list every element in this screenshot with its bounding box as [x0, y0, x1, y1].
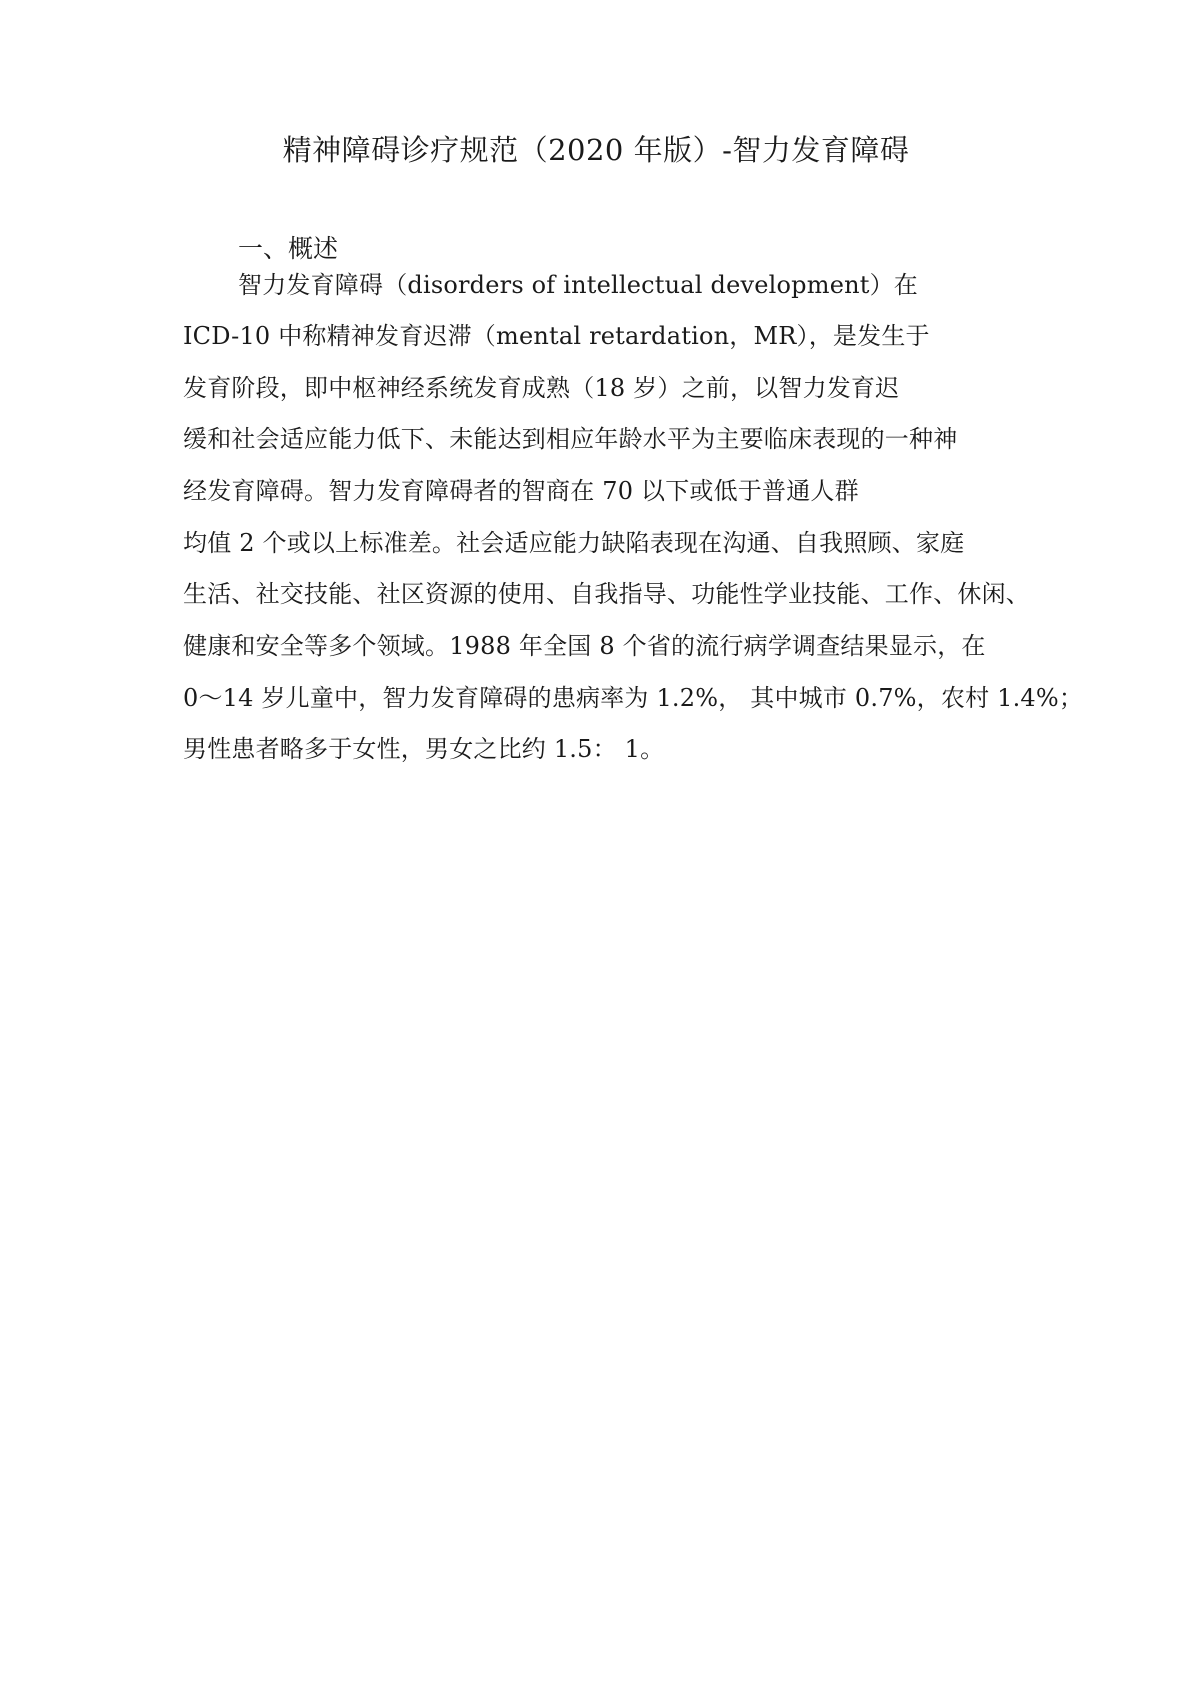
paragraph-line: 生活、社交技能、社区资源的使用、自我指导、功能性学业技能、工作、休闲、 — [183, 580, 1030, 608]
paragraph-line: 缓和社会适应能力低下、未能达到相应年龄水平为主要临床表现的一种神 — [183, 425, 958, 453]
paragraph-line: ICD-10 中称精神发育迟滞（mental retardation，MR），是发生于 — [183, 322, 930, 350]
paragraph-line: 健康和安全等多个领域。1988 年全国 8 个省的流行病学调查结果显示，在 — [183, 632, 986, 660]
paragraph-line: 发育阶段，即中枢神经系统发育成熟（18 岁）之前，以智力发育迟 — [183, 374, 900, 402]
paragraph-line: 男性患者略多于女性，男女之比约 1.5： 1。 — [183, 735, 665, 763]
page-title: 精神障碍诊疗规范（2020 年版）-智力发育障碍 — [282, 133, 910, 167]
paragraph-line: 智力发育障碍（disorders of intellectual development）在 — [238, 271, 918, 299]
paragraph-line: 0～14 岁儿童中，智力发育障碍的患病率为 1.2%， 其中城市 0.7%，农村 1.4%； — [183, 684, 1084, 712]
paragraph-line: 经发育障碍。智力发育障碍者的智商在 70 以下或低于普通人群 — [183, 477, 859, 505]
section-heading: 一、概述 — [238, 234, 339, 263]
paragraph-line: 均值 2 个或以上标准差。社会适应能力缺陷表现在沟通、自我照顾、家庭 — [183, 529, 965, 557]
